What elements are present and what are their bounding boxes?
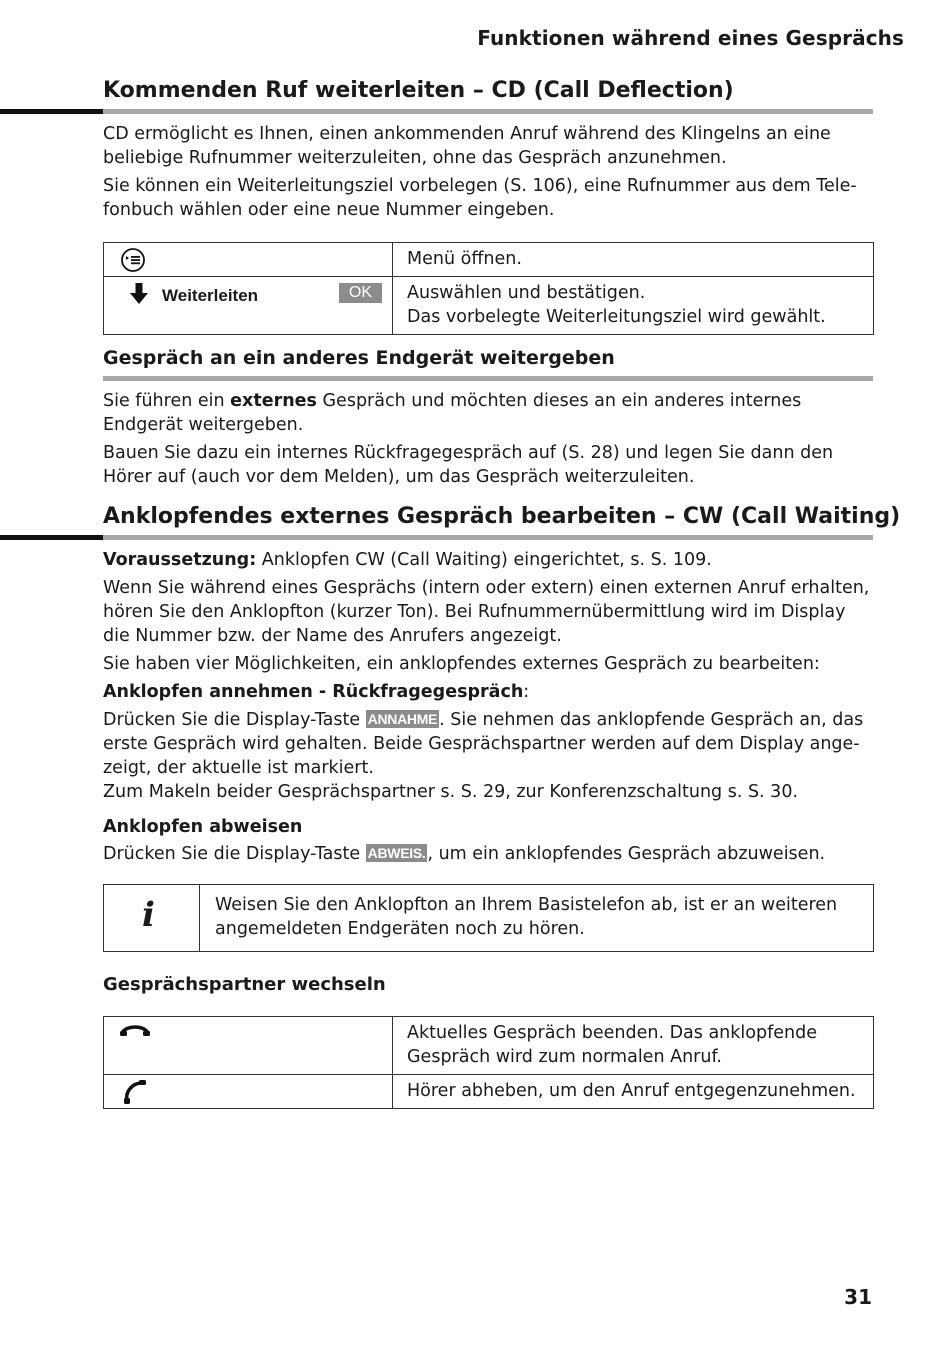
table-cell-desc: Hörer abheben, um den Anruf entgegenzunehmen. [393, 1075, 874, 1109]
info-text: Weisen Sie den Anklopfton an Ihrem Basistelefon ab, ist er an weiteren angemeldeten Endgeräten noch zu hören. [215, 895, 838, 939]
prerequisite: Voraussetzung: Anklopfen CW (Call Waiting) eingerichtet, s. S. 109. [103, 550, 712, 570]
table-cell-desc: Aktuelles Gespräch beenden. Das anklopfende Gespräch wird zum normalen Anruf. [393, 1017, 874, 1075]
desc-line: Auswählen und bestätigen. [407, 283, 646, 303]
table-cell-desc [393, 277, 874, 335]
subsection-rule [103, 376, 873, 381]
table-row [104, 243, 874, 277]
paragraph: Sie können ein Weiterleitungsziel vorbelegen (S. 106), eine Rufnummer aus dem Tele-fonbuch wählen oder eine neue Nummer eingeben. [103, 176, 857, 220]
paragraph: Wenn Sie während eines Gesprächs (intern oder extern) einen externen Anruf erhalten, hören Sie den Anklopfton (kurzer Ton). Bei Rufnummernübermittlung wird im Display die Nummer bzw. der Name des Anrufers angezeigt. [103, 578, 870, 646]
desc-line: Das vorbelegte Weiterleitungsziel wird gewählt. [407, 307, 826, 327]
arrow-down-icon [130, 283, 148, 312]
paragraph: Drücken Sie die Display-Taste ANNAHME . Sie nehmen das anklopfende Gespräch an, das erste Gespräch wird gehalten. Beide Gesprächspartner werden auf dem Display ange-zeigt, der aktuelle ist markiert. [103, 710, 864, 778]
pick-up-icon [122, 1080, 148, 1111]
table-cell-icon [104, 277, 393, 335]
paragraph: CD ermöglicht es Ihnen, einen ankommenden Anruf während des Klingelns an eine beliebige Rufnummer weiterzuleiten, ohne das Gespräch anzunehmen. [103, 124, 831, 168]
subsection-title-transfer: Gespräch an ein anderes Endgerät weitergeben [103, 347, 615, 369]
table-row [104, 1017, 874, 1075]
paragraph: Drücken Sie die Display-Taste ABWEIS. , um ein anklopfendes Gespräch abzuweisen. [103, 844, 826, 864]
accept-heading: Anklopfen annehmen - Rückfragegespräch: [103, 682, 530, 702]
display-key-abweis: ABWEIS. [367, 845, 426, 861]
paragraph: Sie haben vier Möglichkeiten, ein anklopfendes externes Gespräch zu bearbeiten: [103, 654, 820, 674]
switch-heading: Gesprächspartner wechseln [103, 974, 386, 995]
table-cell-icon [104, 1017, 393, 1075]
table-cell-icon [104, 1075, 393, 1109]
page-number: 31 [844, 1285, 872, 1309]
running-header: Funktionen während eines Gesprächs [477, 26, 904, 50]
info-box [103, 884, 874, 952]
section-rule [0, 109, 873, 114]
section-rule [0, 535, 873, 540]
table-row [104, 1075, 874, 1109]
paragraph: Zum Makeln beider Gesprächspartner s. S. 29, zur Konferenzschaltung s. S. 30. [103, 782, 799, 802]
paragraph: Sie führen ein externes Gespräch und möchten dieses an ein anderes internes Endgerät weitergeben. [103, 391, 802, 435]
info-icon: i [142, 895, 155, 935]
display-key-annahme: ANNAHME [367, 711, 438, 727]
operation-table-switch [103, 1016, 874, 1109]
ok-key: OK [339, 283, 382, 303]
table-cell-icon [104, 243, 393, 277]
menu-key-icon [120, 248, 148, 279]
reject-heading: Anklopfen abweisen [103, 817, 303, 837]
section-title-call-deflection: Kommenden Ruf weiterleiten – CD (Call Deflection) [103, 78, 734, 103]
section-title-call-waiting: Anklopfendes externes Gespräch bearbeiten – CW (Call Waiting) [103, 504, 901, 529]
paragraph: Bauen Sie dazu ein internes Rückfragegespräch auf (S. 28) und legen Sie dann den Hörer auf (auch vor dem Melden), um das Gespräch weiterzuleiten. [103, 443, 834, 487]
operation-table-deflection [103, 242, 874, 335]
table-row [104, 277, 874, 335]
menu-item-label: Weiterleiten [162, 286, 259, 305]
hang-up-icon [120, 1023, 150, 1048]
table-cell-desc: Menü öffnen. [393, 243, 874, 277]
info-icon-cell [104, 885, 200, 951]
